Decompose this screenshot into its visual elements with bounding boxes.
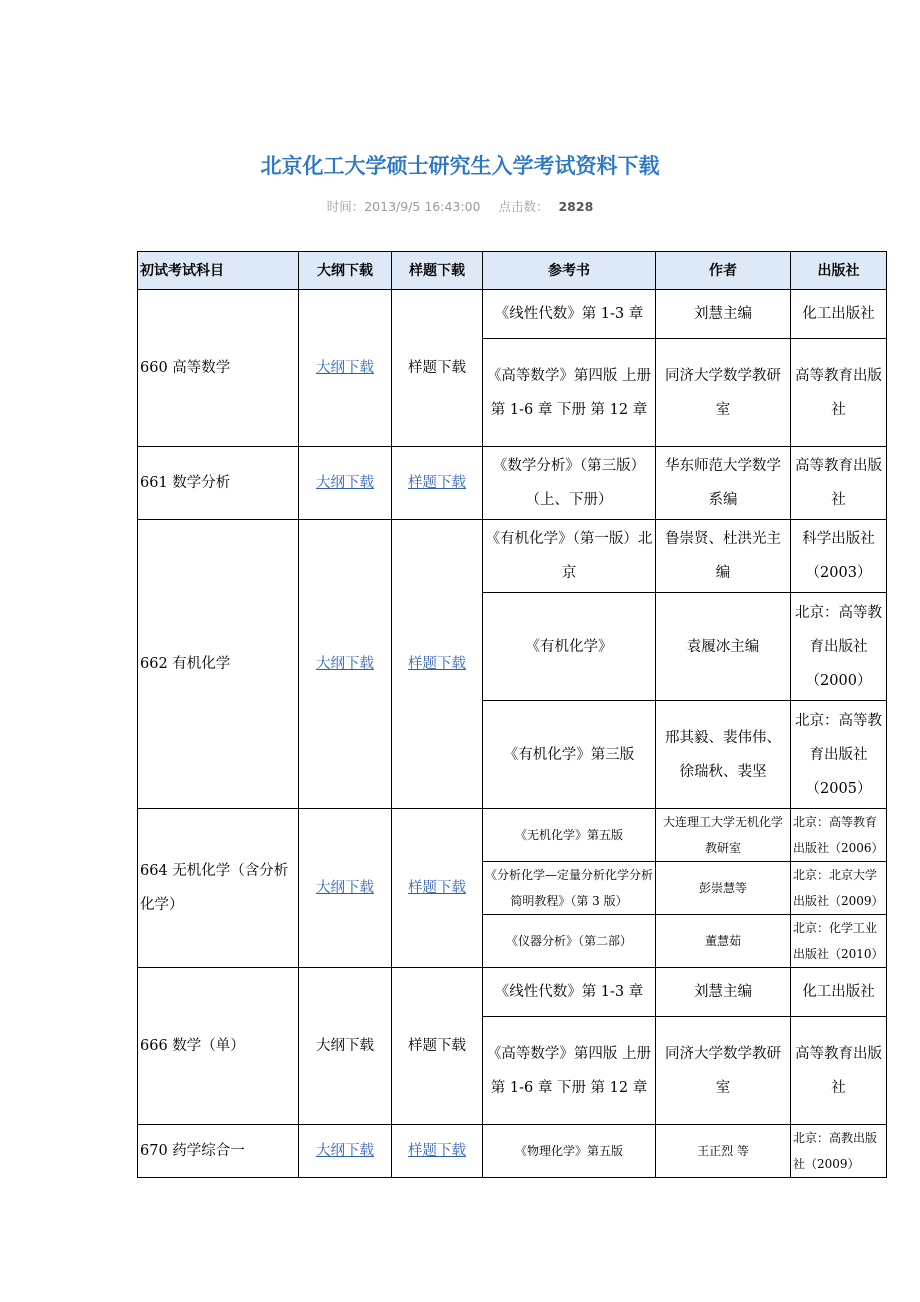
header-author: 作者 bbox=[656, 252, 791, 290]
publisher-cell: 高等教育出版社 bbox=[791, 1017, 887, 1125]
sample-cell bbox=[392, 809, 483, 968]
outline-download-link[interactable]: 大纲下载 bbox=[316, 1143, 374, 1159]
sample-cell bbox=[392, 447, 483, 520]
sample-cell bbox=[392, 1125, 483, 1178]
sample-cell bbox=[392, 520, 483, 809]
author-cell: 刘慧主编 bbox=[656, 968, 791, 1017]
sample-download-link[interactable]: 样题下载 bbox=[408, 880, 466, 896]
author-cell: 刘慧主编 bbox=[656, 290, 791, 339]
header-subject: 初试考试科目 bbox=[138, 252, 299, 290]
outline-cell: 大纲下载 bbox=[299, 968, 392, 1125]
table-row bbox=[138, 290, 887, 339]
reference-book: 《高等数学》第四版 上册 第 1-6 章 下册 第 12 章 bbox=[483, 339, 656, 447]
subject-cell: 666 数学（单） bbox=[138, 968, 299, 1125]
header-outline: 大纲下载 bbox=[299, 252, 392, 290]
publisher-cell: 化工出版社 bbox=[791, 968, 887, 1017]
sample-cell: 样题下载 bbox=[392, 290, 483, 447]
reference-book: 《线性代数》第 1-3 章 bbox=[483, 968, 656, 1017]
reference-book: 《有机化学》 bbox=[483, 593, 656, 701]
author-cell: 华东师范大学数学系编 bbox=[656, 447, 791, 520]
article-meta bbox=[0, 197, 920, 215]
publisher-cell: 北京：高教出版社（2009） bbox=[791, 1125, 887, 1178]
publisher-cell: 北京：高等教育出版社（2005） bbox=[791, 701, 887, 809]
outline-cell bbox=[299, 809, 392, 968]
header-publisher: 出版社 bbox=[791, 252, 887, 290]
click-count: 2828 bbox=[558, 199, 594, 214]
author-cell: 王正烈 等 bbox=[656, 1125, 791, 1178]
outline-download-link[interactable]: 大纲下载 bbox=[316, 656, 374, 672]
clicks-label: 点击数： bbox=[498, 199, 549, 214]
reference-book: 《数学分析》（第三版）（上、下册） bbox=[483, 447, 656, 520]
time-label: 时间： bbox=[326, 199, 365, 214]
outline-cell bbox=[299, 520, 392, 809]
header-sample: 样题下载 bbox=[392, 252, 483, 290]
sample-download-link[interactable]: 样题下载 bbox=[408, 1143, 466, 1159]
table-row bbox=[138, 520, 887, 593]
materials-table bbox=[137, 251, 887, 1178]
outline-cell bbox=[299, 1125, 392, 1178]
publisher-cell: 北京：化学工业出版社（2010） bbox=[791, 915, 887, 968]
author-cell: 鲁崇贤、杜洪光主编 bbox=[656, 520, 791, 593]
subject-cell: 670 药学综合一 bbox=[138, 1125, 299, 1178]
subject-cell: 664 无机化学（含分析化学） bbox=[138, 809, 299, 968]
reference-book: 《物理化学》第五版 bbox=[483, 1125, 656, 1178]
publisher-cell: 化工出版社 bbox=[791, 290, 887, 339]
author-cell: 彭崇慧等 bbox=[656, 862, 791, 915]
sample-download-link[interactable]: 样题下载 bbox=[408, 656, 466, 672]
publish-time: 2013/9/5 16:43:00 bbox=[364, 199, 481, 214]
publisher-cell: 高等教育出版社 bbox=[791, 339, 887, 447]
publisher-cell: 北京：北京大学出版社（2009） bbox=[791, 862, 887, 915]
subject-cell: 660 高等数学 bbox=[138, 290, 299, 447]
author-cell: 大连理工大学无机化学教研室 bbox=[656, 809, 791, 862]
publisher-cell: 北京：高等教育出版社（2006） bbox=[791, 809, 887, 862]
table-row bbox=[138, 968, 887, 1017]
author-cell: 董慧茹 bbox=[656, 915, 791, 968]
subject-cell: 661 数学分析 bbox=[138, 447, 299, 520]
author-cell: 袁履冰主编 bbox=[656, 593, 791, 701]
reference-book: 《高等数学》第四版 上册 第 1-6 章 下册 第 12 章 bbox=[483, 1017, 656, 1125]
subject-cell: 662 有机化学 bbox=[138, 520, 299, 809]
outline-cell bbox=[299, 290, 392, 447]
outline-cell bbox=[299, 447, 392, 520]
header-reference: 参考书 bbox=[483, 252, 656, 290]
reference-book: 《线性代数》第 1-3 章 bbox=[483, 290, 656, 339]
publisher-cell: 高等教育出版社 bbox=[791, 447, 887, 520]
outline-download-link[interactable]: 大纲下载 bbox=[316, 880, 374, 896]
table-row bbox=[138, 447, 887, 520]
reference-book: 《有机化学》第三版 bbox=[483, 701, 656, 809]
author-cell: 同济大学数学教研室 bbox=[656, 1017, 791, 1125]
page-title: 北京化工大学硕士研究生入学考试资料下载 bbox=[260, 154, 660, 178]
reference-book: 《仪器分析》（第二部） bbox=[483, 915, 656, 968]
author-cell: 同济大学数学教研室 bbox=[656, 339, 791, 447]
sample-cell: 样题下载 bbox=[392, 968, 483, 1125]
table-header-row bbox=[138, 252, 887, 290]
table-row bbox=[138, 1125, 887, 1178]
author-cell: 邢其毅、裴伟伟、徐瑞秋、裴坚 bbox=[656, 701, 791, 809]
outline-download-link[interactable]: 大纲下载 bbox=[316, 360, 374, 376]
sample-download-link[interactable]: 样题下载 bbox=[408, 475, 466, 491]
reference-book: 《无机化学》第五版 bbox=[483, 809, 656, 862]
publisher-cell: 科学出版社（2003） bbox=[791, 520, 887, 593]
outline-download-link[interactable]: 大纲下载 bbox=[316, 475, 374, 491]
reference-book: 《有机化学》（第一版）北京 bbox=[483, 520, 656, 593]
publisher-cell: 北京：高等教育出版社（2000） bbox=[791, 593, 887, 701]
table-row bbox=[138, 809, 887, 862]
reference-book: 《分析化学—定量分析化学分析简明教程》（第 3 版） bbox=[483, 862, 656, 915]
